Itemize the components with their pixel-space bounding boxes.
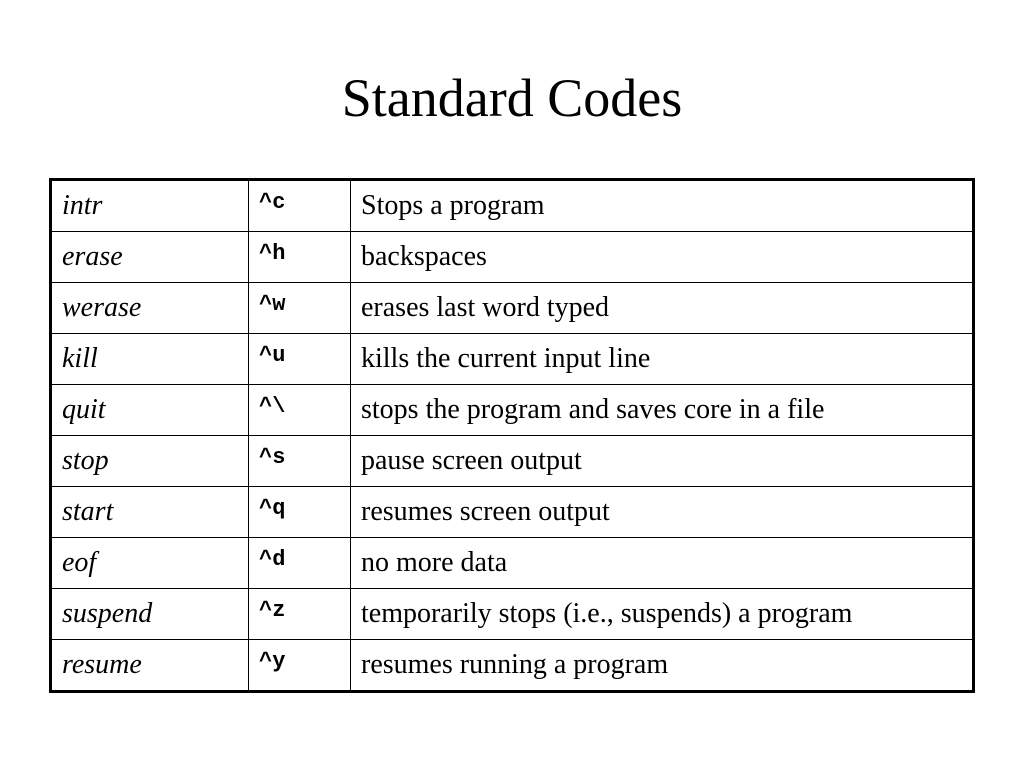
key-combo-cell: ^u	[249, 334, 351, 385]
code-name-cell: stop	[51, 436, 249, 487]
key-combo-cell: ^c	[249, 180, 351, 232]
description-cell: temporarily stops (i.e., suspends) a program	[351, 589, 974, 640]
description-cell: resumes running a program	[351, 640, 974, 692]
code-name-cell: eof	[51, 538, 249, 589]
slide-title: Standard Codes	[341, 68, 683, 128]
key-combo-cell: ^h	[249, 232, 351, 283]
code-name-cell: erase	[51, 232, 249, 283]
code-name-cell: intr	[51, 180, 249, 232]
code-name-cell: suspend	[51, 589, 249, 640]
description-cell: no more data	[351, 538, 974, 589]
table-row	[51, 589, 974, 640]
key-combo-cell: ^\	[249, 385, 351, 436]
table-row	[51, 538, 974, 589]
code-name-cell: start	[51, 487, 249, 538]
description-cell: erases last word typed	[351, 283, 974, 334]
table-row	[51, 180, 974, 232]
table-row	[51, 487, 974, 538]
key-combo-cell: ^d	[249, 538, 351, 589]
standard-codes-table	[49, 178, 975, 693]
description-cell: kills the current input line	[351, 334, 974, 385]
key-combo-cell: ^z	[249, 589, 351, 640]
table-row	[51, 283, 974, 334]
code-name-cell: kill	[51, 334, 249, 385]
description-cell: resumes screen output	[351, 487, 974, 538]
table-row	[51, 385, 974, 436]
table-row	[51, 436, 974, 487]
table-row	[51, 334, 974, 385]
key-combo-cell: ^w	[249, 283, 351, 334]
description-cell: Stops a program	[351, 180, 974, 232]
description-cell: pause screen output	[351, 436, 974, 487]
table-row	[51, 232, 974, 283]
description-cell: stops the program and saves core in a file	[351, 385, 974, 436]
description-cell: backspaces	[351, 232, 974, 283]
table-row	[51, 640, 974, 692]
key-combo-cell: ^s	[249, 436, 351, 487]
key-combo-cell: ^y	[249, 640, 351, 692]
key-combo-cell: ^q	[249, 487, 351, 538]
code-name-cell: quit	[51, 385, 249, 436]
code-name-cell: resume	[51, 640, 249, 692]
code-name-cell: werase	[51, 283, 249, 334]
